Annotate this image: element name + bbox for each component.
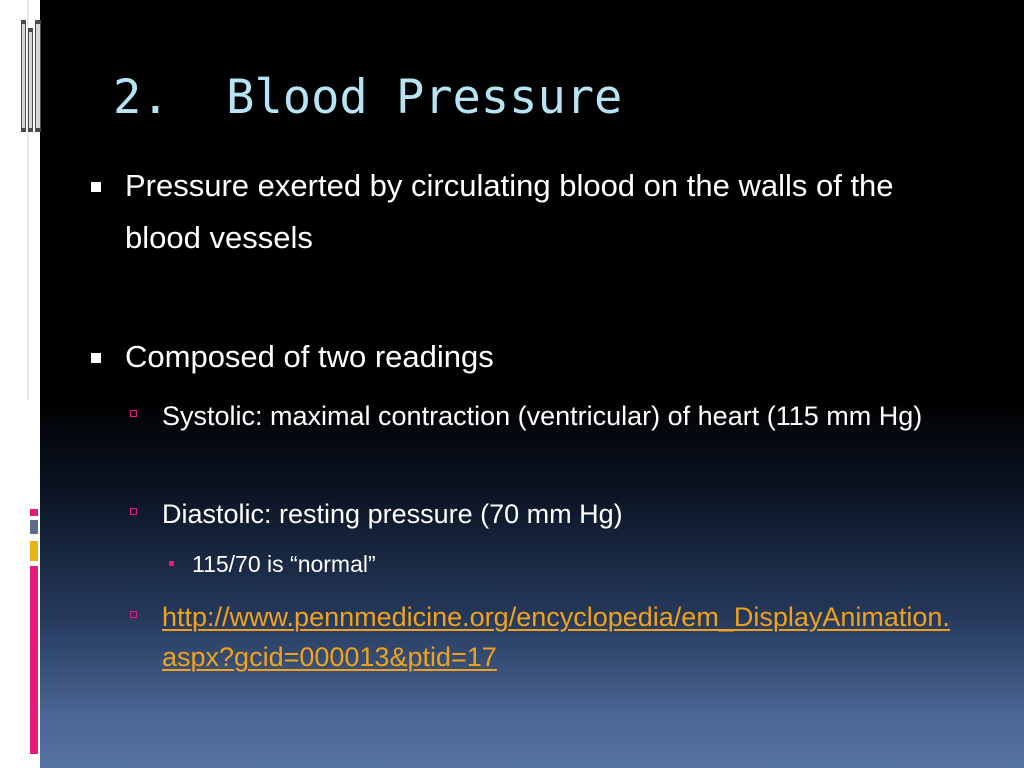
sub-bullet-outline-square-icon — [130, 508, 137, 515]
bullet-square-icon — [91, 353, 101, 363]
bullet-square-icon — [91, 182, 101, 192]
bullet-item: Pressure exerted by circulating blood on the walls of the blood vessels — [125, 168, 894, 255]
sub-sub-bullet-square-icon — [169, 561, 174, 566]
sub-sub-bullet-item: 115/70 is “normal” — [192, 551, 376, 577]
sub-bullet-outline-square-icon — [130, 611, 137, 618]
sub-bullet-outline-square-icon — [130, 410, 137, 417]
sub-bullet-item: Diastolic: resting pressure (70 mm Hg) — [162, 499, 623, 529]
sub-bullet-item: Systolic: maximal contraction (ventricular) of heart (115 mm Hg) — [162, 401, 923, 431]
bullet-item: Composed of two readings — [125, 339, 494, 374]
slide-title: 2. Blood Pressure — [113, 70, 623, 125]
link-item — [162, 597, 962, 677]
pennmedicine-link[interactable]: http://www.pennmedicine.org/encyclopedia/em_DisplayAnimation.aspx?gcid=000013&ptid=17 — [162, 602, 950, 672]
